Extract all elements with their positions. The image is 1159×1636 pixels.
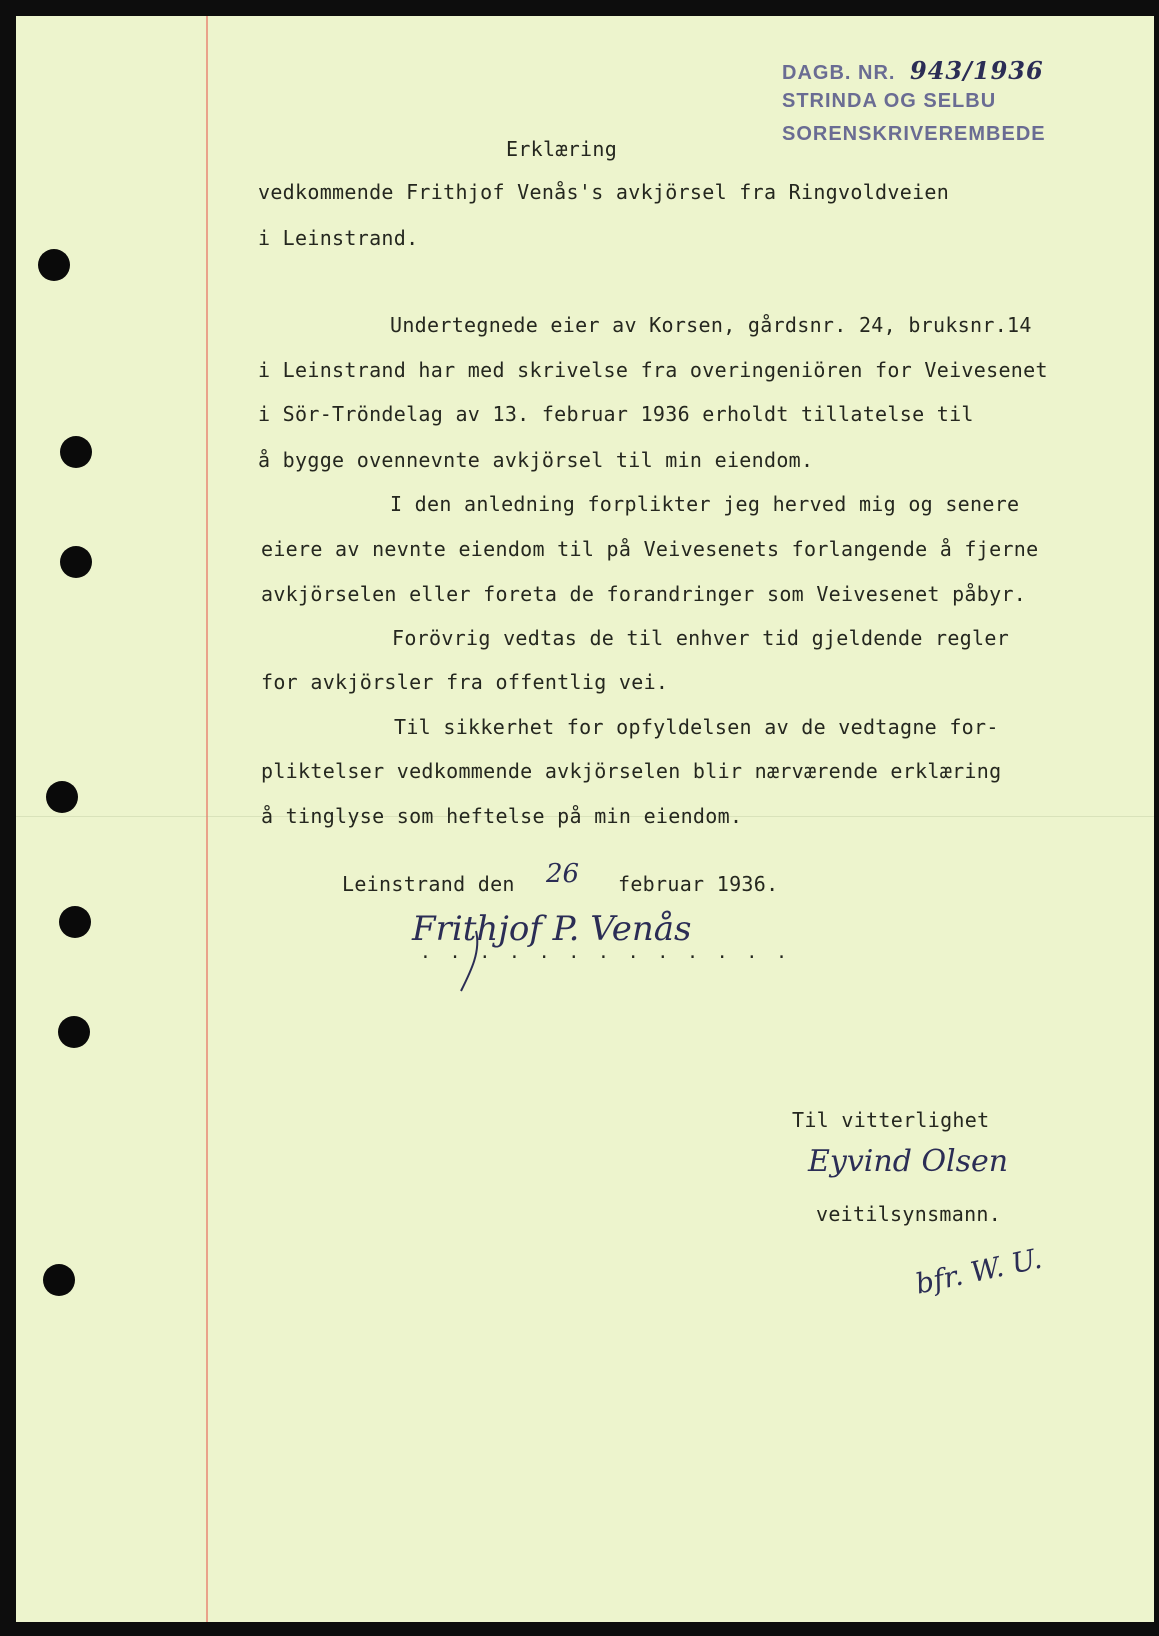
stamp-label: DAGB. NR. bbox=[782, 62, 896, 84]
clerk-initials-note: bfr. W. U. bbox=[912, 1241, 1045, 1301]
body-line: I den anledning forplikter jeg herved mig og senere bbox=[390, 492, 1020, 516]
registry-stamp-line3: SORENSKRIVEREMBEDE bbox=[782, 123, 1046, 145]
body-line: eiere av nevnte eiendom til på Veivesenets forlangende å fjerne bbox=[261, 537, 1039, 561]
document-title: Erklæring bbox=[506, 137, 618, 161]
subject-line: vedkommende Frithjof Venås's avkjörsel fra Ringvoldveien bbox=[258, 180, 950, 204]
signature-dotted-line: . . . . . . . . . . . . . bbox=[420, 942, 791, 963]
subject-line: i Leinstrand. bbox=[258, 226, 419, 250]
body-line: pliktelser vedkommende avkjörselen blir nærværende erklæring bbox=[261, 759, 1002, 783]
stamp-handwritten-number: 943/1936 bbox=[910, 56, 1044, 85]
witness-heading: Til vitterlighet bbox=[792, 1108, 990, 1132]
witness-signature: Eyvind Olsen bbox=[808, 1144, 1009, 1179]
margin-rule bbox=[206, 16, 208, 1622]
body-line: i Sör-Tröndelag av 13. februar 1936 erholdt tillatelse til bbox=[258, 402, 974, 426]
date-place: Leinstrand den bbox=[342, 872, 515, 896]
binder-hole bbox=[46, 781, 78, 813]
body-line: å tinglyse som heftelse på min eiendom. bbox=[261, 804, 743, 828]
registry-stamp-line1 bbox=[782, 56, 1044, 85]
binder-hole bbox=[60, 436, 92, 468]
binder-hole bbox=[59, 906, 91, 938]
signature-frithjof-venas: Frithjof P. Venås bbox=[412, 909, 692, 949]
body-line: for avkjörsler fra offentlig vei. bbox=[261, 670, 669, 694]
body-line: Til sikkerhet for opfyldelsen av de vedtagne for- bbox=[394, 715, 999, 739]
document-page bbox=[16, 16, 1154, 1622]
witness-title: veitilsynsmann. bbox=[816, 1202, 1002, 1226]
body-line: Undertegnede eier av Korsen, gårdsnr. 24, bruksnr.14 bbox=[390, 313, 1032, 337]
signature-flourish bbox=[456, 926, 516, 996]
date-day-handwritten: 26 bbox=[546, 859, 580, 889]
binder-hole bbox=[43, 1264, 75, 1296]
date-month-year: februar 1936. bbox=[618, 872, 779, 896]
body-line: å bygge ovennevnte avkjörsel til min eiendom. bbox=[258, 448, 814, 472]
body-line: i Leinstrand har med skrivelse fra overingeniören for Veivesenet bbox=[258, 358, 1048, 382]
body-line: avkjörselen eller foreta de forandringer som Veivesenet påbyr. bbox=[261, 582, 1027, 606]
binder-hole bbox=[58, 1016, 90, 1048]
binder-hole bbox=[60, 546, 92, 578]
registry-stamp-line2: STRINDA OG SELBU bbox=[782, 90, 997, 112]
binder-hole bbox=[38, 249, 70, 281]
body-line: Forövrig vedtas de til enhver tid gjeldende regler bbox=[392, 626, 1010, 650]
